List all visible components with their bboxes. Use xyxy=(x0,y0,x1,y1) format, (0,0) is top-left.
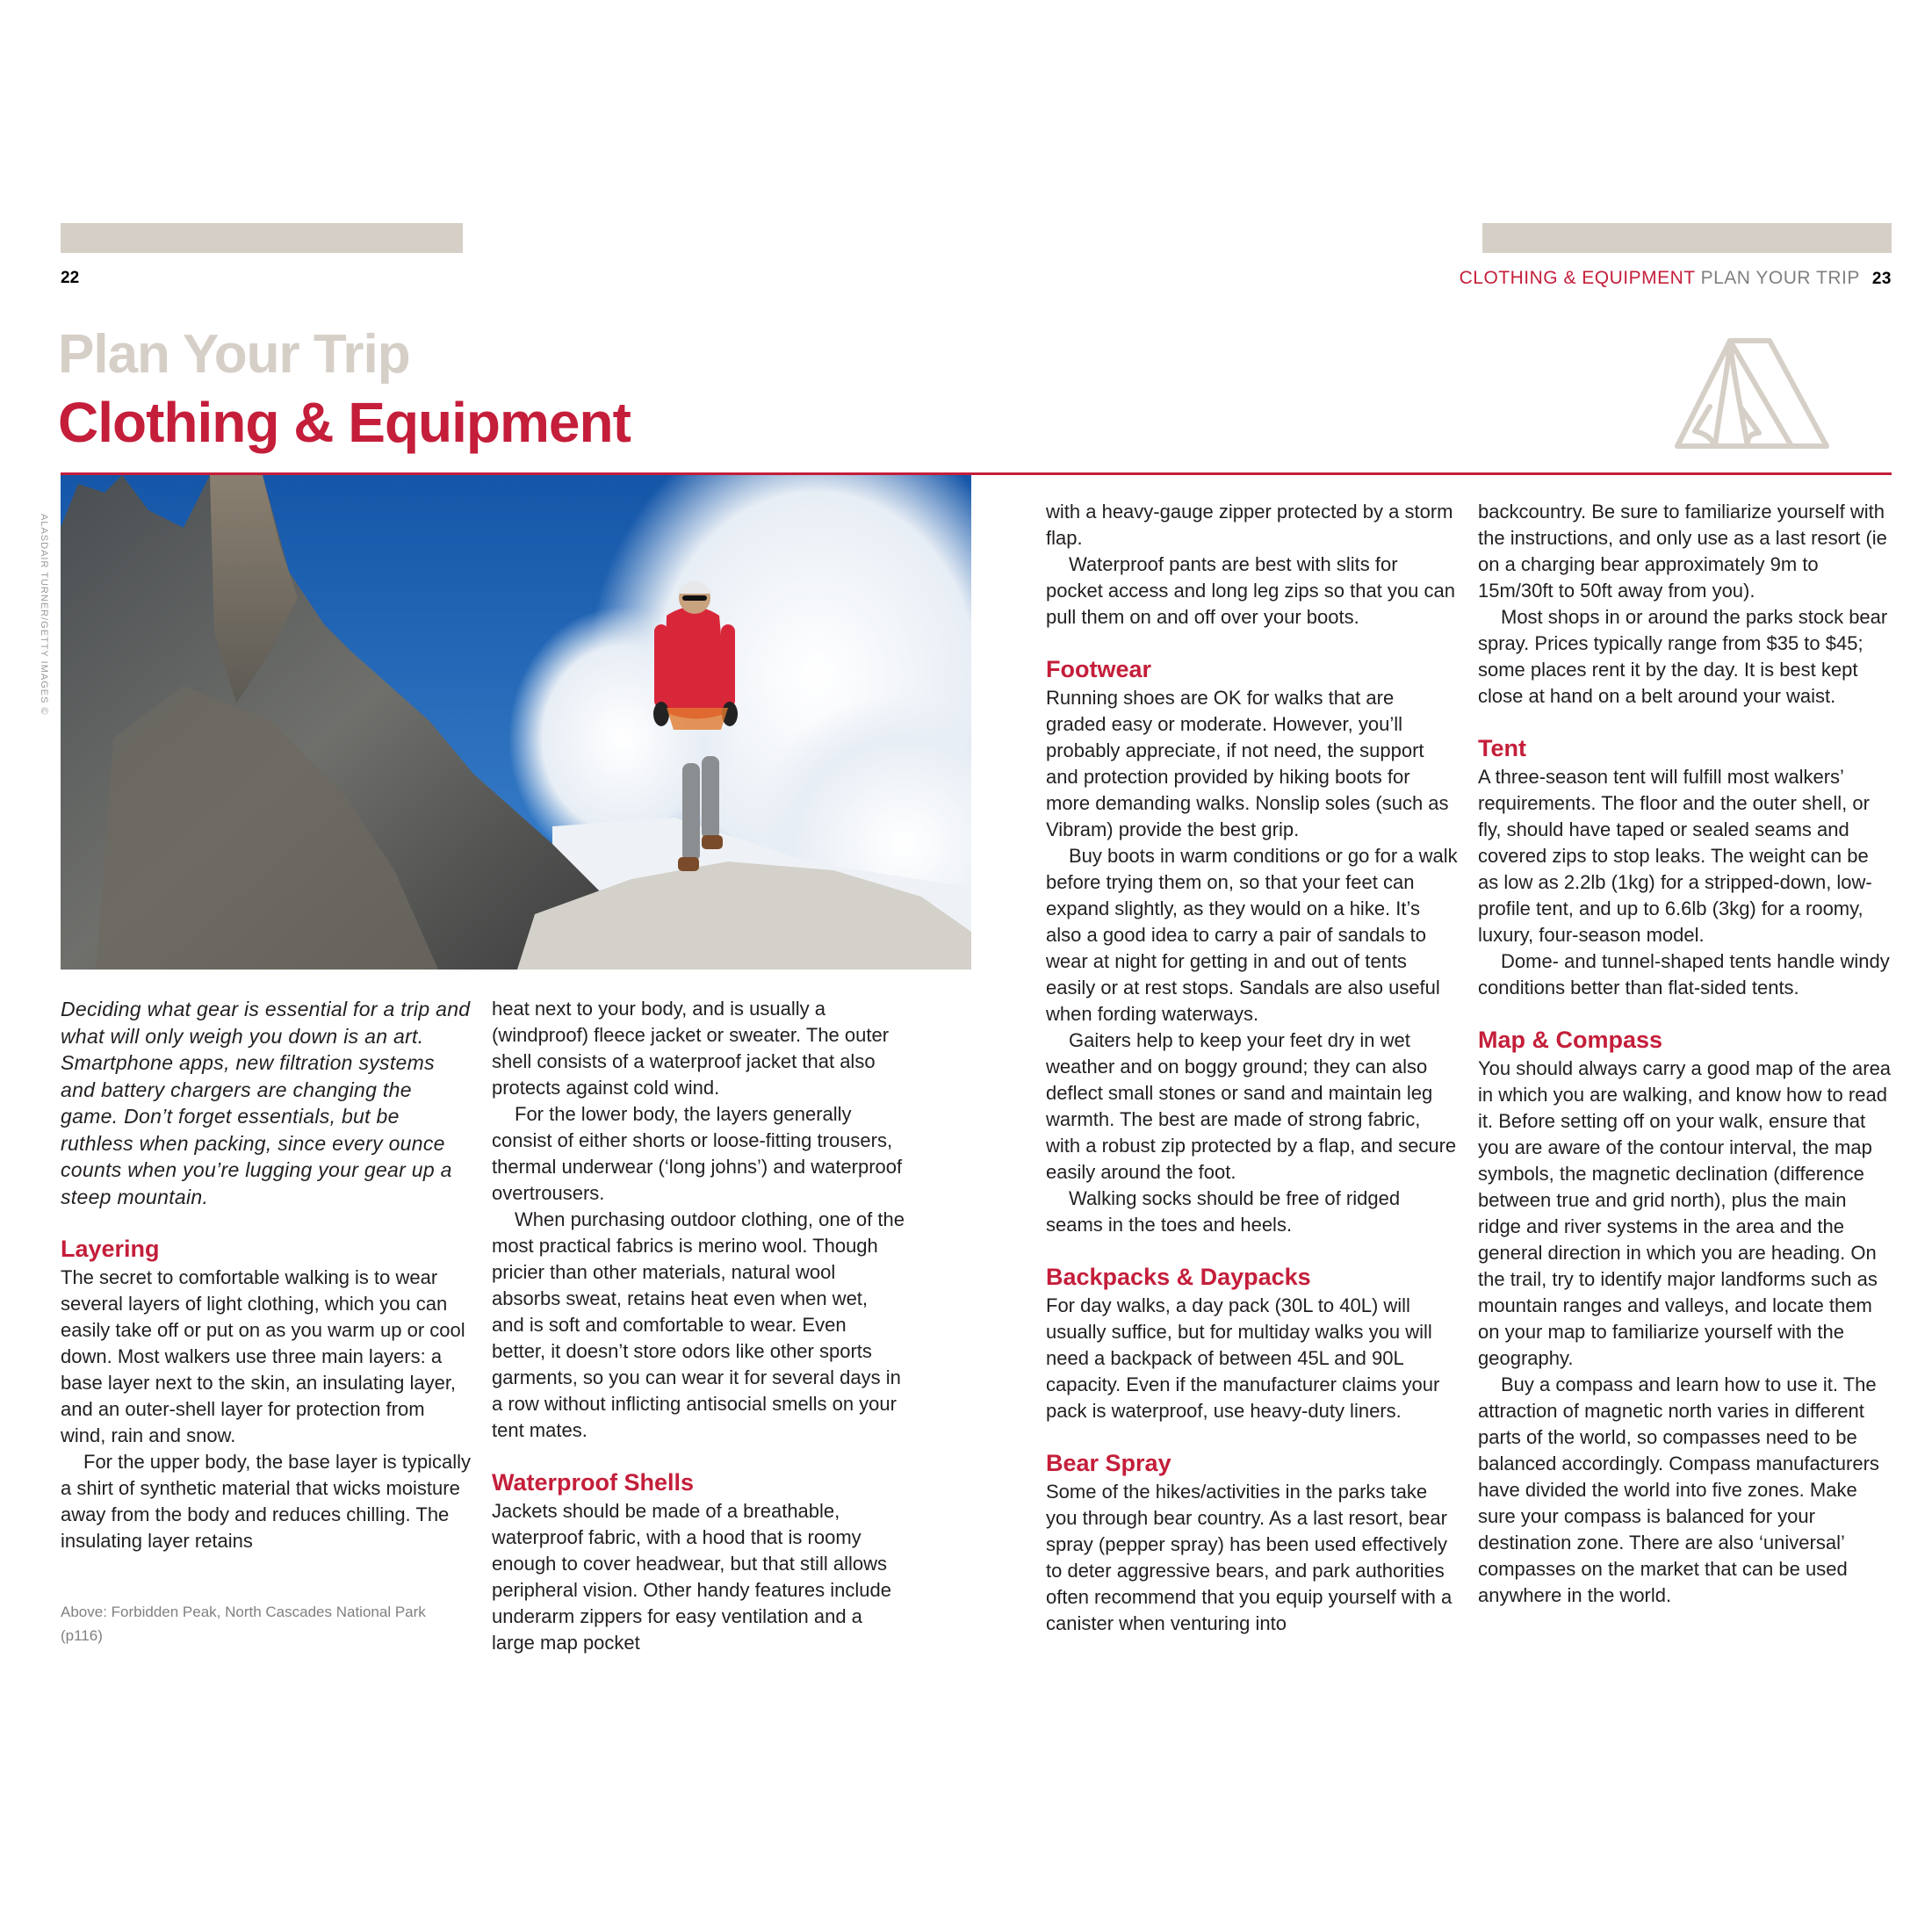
running-head xyxy=(1460,268,1892,289)
left-page-top-bar xyxy=(61,223,463,253)
bear-spray-paragraph-1: Some of the hikes/activities in the parks take you through bear country. As a last resort, bear spray (pepper spray) has been used effectively to deter aggressive bears, and park authorities often recommend that you equip yourself with a canister when venturing into xyxy=(1046,1481,1453,1634)
running-head-chapter: PLAN YOUR TRIP xyxy=(1700,268,1860,288)
waterproof-paragraph-1: Jackets should be made of a breathable, waterproof fabric, with a hood that is roomy enough to cover headwear, but that still allows peripheral vision. Other handy features include underarm zippers for easy ventilation and a large map pocket xyxy=(492,1500,891,1654)
right-page-number: 23 xyxy=(1871,270,1892,288)
heading-footwear: Footwear xyxy=(1046,656,1152,682)
column-3 xyxy=(1046,499,1459,1637)
chapter-title: Plan Your Trip xyxy=(58,324,410,385)
map-compass-paragraph-2: Buy a compass and learn how to use it. The attraction of magnetic north varies in different parts of the world, so compasses need to be balanced accordingly. Compass manufacturers have divided the world into five zones. Make sure your compass is balanced for your destination zone. There are also ‘universal’ compasses on the market that can be used anywhere in the world. xyxy=(1478,1373,1879,1606)
map-compass-paragraph-1: You should always carry a good map of the area in which you are walking, and know how to read it. Before setting off on your walk, ensure that you are aware of the contour interval, the map symbols, the magnetic declination (difference between true and grid north), plus the main ridge and river systems in the area and the general direction in which you are heading. On the trail, try to identify major landforms such as mountain ranges and valleys, and locate them on your map to familiarize yourself with the geography. xyxy=(1478,1057,1892,1369)
waterproof-paragraph-2: Waterproof pants are best with slits for pocket access and long leg zips so that you can pull them on and off over your boots. xyxy=(1046,553,1455,628)
footwear-paragraph-4: Walking socks should be free of ridged seams in the toes and heels. xyxy=(1046,1187,1401,1236)
layering-paragraph-2: For the upper body, the base layer is typically a shirt of synthetic material that wicks moisture away from the body and reduces chilling. The insulating layer retains xyxy=(61,1451,472,1552)
heading-layering: Layering xyxy=(61,1236,160,1262)
hero-photo xyxy=(61,475,971,970)
bear-spray-paragraph-1-cont: backcountry. Be sure to familiarize yourself with the instructions, and only use as a last resort (ie on a charging bear approximately 9m to 15m/30ft to 50ft away from you). xyxy=(1478,501,1887,602)
layering-paragraph-1: The secret to comfortable walking is to wear several layers of light clothing, which you can easily take off or put on as you warm up or cool down. Most walkers use three main layers: a base layer next to the skin, an insulating layer, and an outer-shell layer for protection from wind, rain and snow. xyxy=(61,1266,465,1446)
photo-credit: ALASDAIR TURNER/GETTY IMAGES © xyxy=(39,514,49,716)
tent-icon xyxy=(1673,336,1840,451)
column-4 xyxy=(1478,499,1892,1609)
column-1 xyxy=(61,996,473,1554)
layering-paragraph-3: For the lower body, the layers generally consist of either shorts or loose-fitting trousers, thermal underwear (‘long johns’) and waterproof overtrousers. xyxy=(492,1103,903,1204)
footwear-paragraph-1: Running shoes are OK for walks that are graded easy or moderate. However, you’ll probably appreciate, if not need, the support and protection provided by hiking boots for more demanding walks. Nonslip soles (such as Vibram) provide the best grip. xyxy=(1046,687,1449,840)
bear-spray-paragraph-2: Most shops in or around the parks stock bear spray. Prices typically range from $35 to $45; some places rent it by the day. It is best kept close at hand on a belt around your waist. xyxy=(1478,606,1888,707)
left-page-number: 22 xyxy=(61,269,80,287)
photo-caption: Above: Forbidden Peak, North Cascades National Park (p116) xyxy=(61,1604,426,1644)
heading-backpacks: Backpacks & Daypacks xyxy=(1046,1264,1311,1290)
layering-paragraph-4: When purchasing outdoor clothing, one of the most practical fabrics is merino wool. Though pricier than other materials, natural wool absorbs sweat, retains heat even when wet, and is soft and comfortable to wear. Even better, it doesn’t store odors like other sports garments, so you can wear it for several days in a row without inflicting antisocial smells on your tent mates. xyxy=(492,1208,905,1441)
layering-paragraph-2-cont: heat next to your body, and is usually a (windproof) fleece jacket or sweater. The outer shell consists of a waterproof jacket that also protects against cold wind. xyxy=(492,998,890,1099)
heading-waterproof-shells: Waterproof Shells xyxy=(492,1469,695,1496)
right-page-top-bar xyxy=(1482,223,1892,253)
running-head-section: CLOTHING & EQUIPMENT xyxy=(1459,268,1696,288)
column-2 xyxy=(492,996,905,1656)
heading-map-compass: Map & Compass xyxy=(1478,1027,1663,1053)
footwear-paragraph-2: Buy boots in warm conditions or go for a walk before trying them on, so that your feet can expand slightly, as they would on a hike. It’s also a good idea to carry a pair of sandals to wear at night for getting in and out of tents easily or at rest stops. Sandals are also useful when fording waterways. xyxy=(1046,845,1458,1025)
tent-paragraph-1: A three-season tent will fulfill most walkers’ requirements. The floor and the outer shell, or fly, should have taped or sealed seams and covered zips to stop leaks. The weight can be as low as 2.2lb (1kg) for a stripped-down, low-profile tent, and up to 6.6lb (3kg) for a roomy, luxury, four-season model. xyxy=(1478,766,1872,946)
waterproof-paragraph-1-cont: with a heavy-gauge zipper protected by a storm flap. xyxy=(1046,501,1453,549)
footwear-paragraph-3: Gaiters help to keep your feet dry in wet weather and on boggy ground; they can also deflect small stones or sand and maintain leg warmth. The best are made of strong fabric, with a robust zip protected by a flap, and secure easily around the foot. xyxy=(1046,1029,1457,1183)
tent-paragraph-2: Dome- and tunnel-shaped tents handle windy conditions better than flat-sided tents. xyxy=(1478,950,1890,998)
backpacks-paragraph-1: For day walks, a day pack (30L to 40L) will usually suffice, but for multiday walks you will need a backpack of between 45L and 90L capacity. Even if the manufacturer claims your pack is waterproof, use heavy-duty liners. xyxy=(1046,1294,1440,1422)
intro-text: Deciding what gear is essential for a trip and what will only weigh you down is an art. Smartphone apps, new filtration systems and battery chargers are changing the game. Don’t forget essentials, but be ruthless when packing, since every ounce counts when you’re lugging your gear up a steep mountain. xyxy=(61,998,471,1208)
heading-tent: Tent xyxy=(1478,735,1526,761)
page-title: Clothing & Equipment xyxy=(58,391,631,454)
heading-bear-spray: Bear Spray xyxy=(1046,1450,1171,1476)
